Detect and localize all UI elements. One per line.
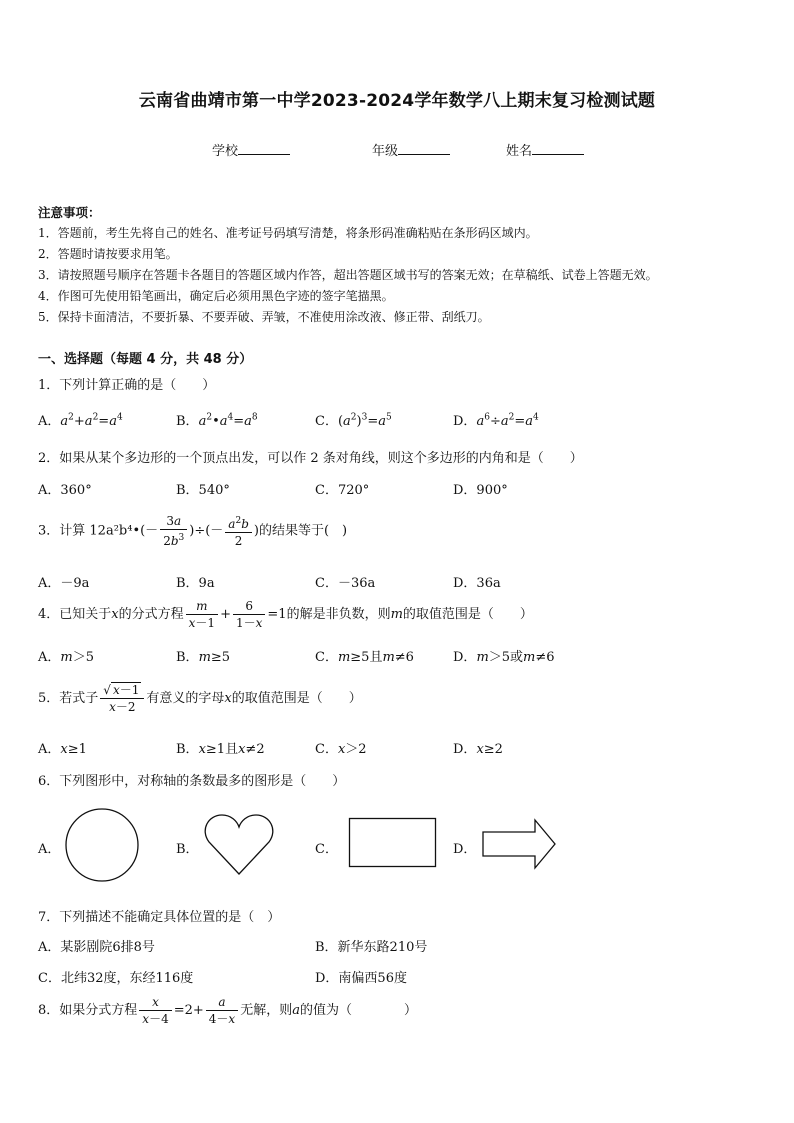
question-7-stem: 7．下列描述不能确定具体位置的是（ ） <box>38 910 281 925</box>
q4-option-c: C．m≥5且m≠6 <box>315 650 414 665</box>
grade-field <box>372 140 450 159</box>
q2-option-c: C．720° <box>315 483 370 498</box>
notice-item: 1．答题前，考生先将自己的姓名、准考证号码填写清楚，将条形码准确粘贴在条形码区域内。 <box>38 226 538 240</box>
q2-option-a: A．360° <box>38 483 92 498</box>
q1-option-c: C．$(a^2)^3=a^5$ <box>315 412 392 429</box>
q6-option-d: D． <box>453 842 477 857</box>
q7-option-c: C．北纬32度，东经116度 <box>38 971 194 986</box>
notice-item: 5．保持卡面清洁，不要折暴、不要弄破、弄皱，不准使用涂改液、修正带、刮纸刀。 <box>38 310 490 324</box>
question-8-stem: 8．如果分式方程 $\frac{x}{x-4}$ =2+ $\frac{a}{4-x}$ 无解，则a的值为（ ） <box>38 995 417 1026</box>
question-4-stem: 4．已知关于x的分式方程 $\frac{m}{x-1}$ + $\frac{6}{1-x}$ =1的解是非负数，则m的取值范围是（ ） <box>38 599 533 630</box>
name-blank <box>532 142 584 155</box>
q3-option-a: A．－9a <box>38 576 90 591</box>
q1-option-d: D．$a^6\div a^2=a^4$ <box>453 412 539 429</box>
notice-item: 2．答题时请按要求用笔。 <box>38 247 178 261</box>
grade-label: 年级 <box>372 144 399 159</box>
question-2-stem: 2．如果从某个多边形的一个顶点出发，可以作 2 条对角线，则这个多边形的内角和是（ ） <box>38 451 583 466</box>
q5-option-d: D．x≥2 <box>453 742 503 757</box>
q5-option-b: B．x≥1且x≠2 <box>176 742 265 757</box>
q3-option-d: D．36a <box>453 576 501 591</box>
q1-option-a: A．$a^2+a^2=a^4$ <box>38 412 123 429</box>
q3-option-b: B．9a <box>176 576 215 591</box>
name-field <box>506 140 584 159</box>
q6-option-c: C． <box>315 842 338 857</box>
grade-blank <box>398 142 450 155</box>
question-6-stem: 6．下列图形中，对称轴的条数最多的图形是（ ） <box>38 774 346 789</box>
q7-option-a: A．某影剧院6排8号 <box>38 940 155 955</box>
school-field <box>212 140 290 159</box>
q1-option-b: B．$a^2•a^4=a^8$ <box>176 412 258 429</box>
q2-option-b: B．540° <box>176 483 230 498</box>
q6-option-b: B． <box>176 842 199 857</box>
school-label: 学校 <box>212 144 239 159</box>
heart-shape-icon <box>204 812 274 876</box>
section-heading: 一、选择题（每题 4 分，共 48 分） <box>38 352 253 367</box>
question-5-stem: 5．若式子 $\frac{√ x-1}{x-2}$ 有意义的字母x的取值范围是（ ） <box>38 683 362 714</box>
school-blank <box>238 142 290 155</box>
q4-option-a: A．m＞5 <box>38 650 94 665</box>
q5-option-c: C．x＞2 <box>315 742 367 757</box>
question-1-stem: 1．下列计算正确的是（ ） <box>38 378 216 393</box>
notice-item: 3．请按照题号顺序在答题卡各题目的答题区域内作答，超出答题区域书写的答案无效；在草稿纸、试卷上答题无效。 <box>38 268 658 282</box>
notice-item: 4．作图可先使用铅笔画出，确定后必须用黑色字迹的签字笔描黑。 <box>38 289 394 303</box>
circle-shape-icon <box>64 807 140 883</box>
arrow-shape-icon <box>481 818 557 870</box>
page-title: 云南省曲靖市第一中学2023-2024学年数学八上期末复习检测试题 <box>138 91 656 111</box>
q4-option-d: D．m＞5或m≠6 <box>453 650 555 665</box>
notice-title: 注意事项： <box>38 205 101 220</box>
q3-option-c: C．－36a <box>315 576 376 591</box>
q6-option-a: A． <box>38 842 61 857</box>
q7-option-b: B．新华东路210号 <box>315 940 428 955</box>
name-label: 姓名 <box>506 144 533 159</box>
q5-option-a: A．x≥1 <box>38 742 87 757</box>
question-3-stem: 3．计算 12a²b⁴•(－ $\frac{3a}{2b^3}$ )÷(－ $\frac{a^2b}{2}$ )的结果等于( ) <box>38 514 348 548</box>
q2-option-d: D．900° <box>453 483 508 498</box>
q4-option-b: B．m≥5 <box>176 650 231 665</box>
q7-option-d: D．南偏西56度 <box>315 971 407 986</box>
rectangle-shape-icon <box>348 817 438 869</box>
